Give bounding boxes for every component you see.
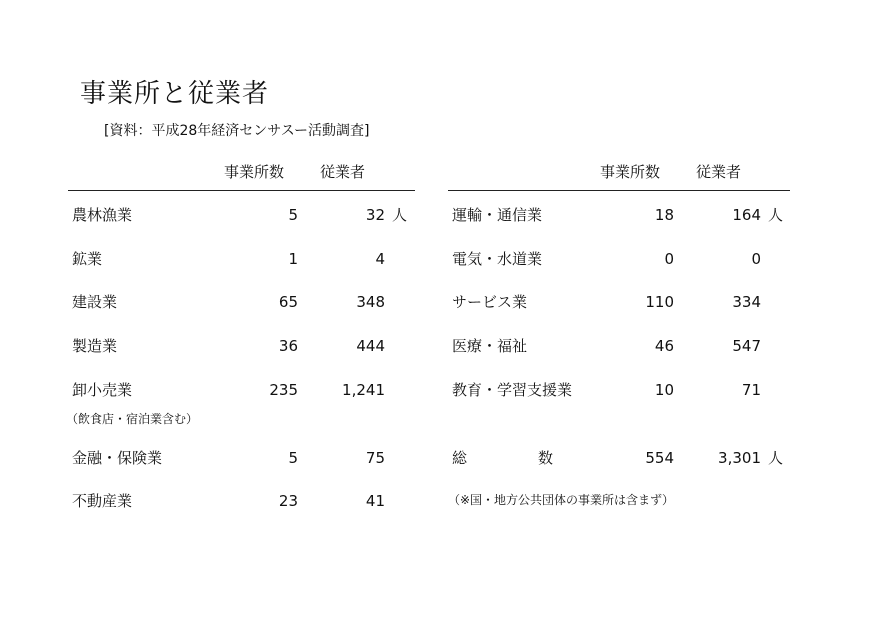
right-header-rule <box>448 190 790 191</box>
left-header-employees: 従業者 <box>320 163 366 181</box>
page-title: 事業所と従業者 <box>80 79 270 109</box>
right-row-employees: 71 <box>741 381 761 399</box>
total-unit: 人 <box>768 449 784 467</box>
left-row-establishments: 65 <box>278 293 298 311</box>
left-row-name: 製造業 <box>72 337 118 355</box>
left-row-name: 鉱業 <box>72 250 103 268</box>
left-row-employees: 444 <box>356 337 385 355</box>
left-row-note: （飲食店・宿泊業含む） <box>66 412 199 426</box>
total-employees: 3,301 <box>718 449 761 467</box>
left-row-name: 建設業 <box>72 293 118 311</box>
source-note: [資料：平成28年経済センサスー活動調査] <box>104 123 370 139</box>
total-establishments: 554 <box>645 449 674 467</box>
left-row-employees: 4 <box>375 250 385 268</box>
left-row-employees: 41 <box>365 492 385 510</box>
right-footnote: （※国・地方公共団体の事業所は含まず） <box>448 493 675 507</box>
right-row-establishments: 110 <box>645 293 674 311</box>
right-row-establishments: 18 <box>654 206 674 224</box>
right-row-establishments: 10 <box>654 381 674 399</box>
right-row-name: 医療・福祉 <box>452 337 528 355</box>
left-row-employees: 75 <box>365 449 385 467</box>
left-row-name: 金融・保険業 <box>72 449 163 467</box>
left-row-name: 農林漁業 <box>72 206 133 224</box>
right-row-name: 運輸・通信業 <box>452 206 543 224</box>
left-row-employees: 1,241 <box>342 381 385 399</box>
total-label-first: 総 <box>452 449 468 467</box>
left-row-employees: 32 <box>365 206 385 224</box>
left-row-establishments: 1 <box>288 250 298 268</box>
left-row-unit: 人 <box>392 206 408 224</box>
right-row-establishments: 0 <box>664 250 674 268</box>
left-row-establishments: 36 <box>278 337 298 355</box>
right-row-name: サービス業 <box>452 293 528 311</box>
left-row-name: 卸小売業 <box>72 381 133 399</box>
left-header-establishments: 事業所数 <box>224 163 285 181</box>
left-row-name: 不動産業 <box>72 492 133 510</box>
right-row-employees: 547 <box>732 337 761 355</box>
right-header-employees: 従業者 <box>696 163 742 181</box>
left-row-employees: 348 <box>356 293 385 311</box>
left-row-establishments: 5 <box>288 449 298 467</box>
right-row-name: 電気・水道業 <box>452 250 543 268</box>
right-row-unit: 人 <box>768 206 784 224</box>
left-header-rule <box>68 190 415 191</box>
right-header-establishments: 事業所数 <box>600 163 661 181</box>
left-row-establishments: 23 <box>278 492 298 510</box>
right-row-employees: 164 <box>732 206 761 224</box>
right-row-employees: 0 <box>751 250 761 268</box>
left-row-establishments: 235 <box>269 381 298 399</box>
right-row-establishments: 46 <box>654 337 674 355</box>
left-row-establishments: 5 <box>288 206 298 224</box>
right-row-employees: 334 <box>732 293 761 311</box>
right-row-name: 教育・学習支援業 <box>452 381 573 399</box>
total-label-second: 数 <box>538 449 554 467</box>
